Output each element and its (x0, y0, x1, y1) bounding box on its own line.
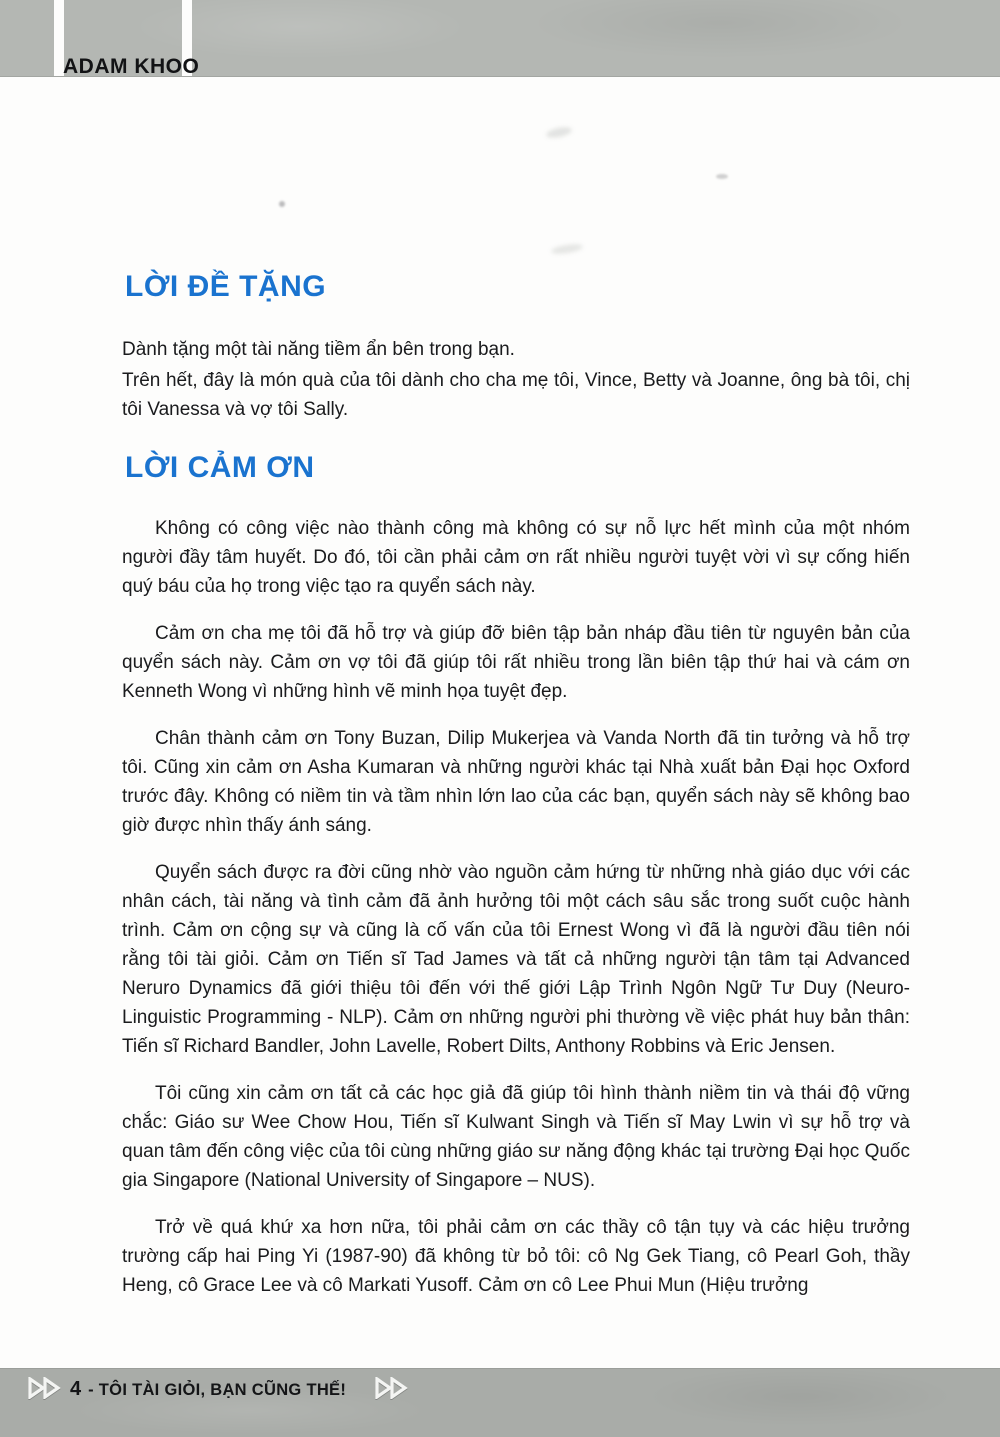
acknowledgement-paragraph: Quyển sách được ra đời cũng nhờ vào nguồn cảm hứng từ những nhà giáo dục với các nhân cách, tài năng và tình cảm đã ảnh hưởng tôi một cách sâu sắc trong suốt cuộc hành trình. Cảm ơn cộng sự và cũng là cố vấn của tôi Ernest Wong vì đã là người đầu tiên nói rằng tôi tài giỏi. Cảm ơn Tiến sĩ Tad James và tất cả những người tận tâm tại Advanced Neruro Dynamics đã giới thiệu tôi đến với thế giới Lập Trình Ngôn Ngữ Tư Duy (Neuro-Linguistic Programming - NLP). Cảm ơn những người phi thường về việc phát huy bản thân: Tiến sĩ Richard Bandler, John Lavelle, Robert Dilts, Anthony Robbins và Eric Jensen. (122, 862, 910, 1057)
acknowledgement-paragraph: Không có công việc nào thành công mà không có sự nỗ lực hết mình của một nhóm người đầy tâm huyết. Do đó, tôi cần phải cảm ơn rất nhiều người tuyệt vời vì sự cống hiến quý báu của họ trong việc tạo ra quyển sách này. (122, 518, 910, 597)
double-arrow-icon (375, 1377, 411, 1399)
footer-band (0, 1368, 1000, 1437)
dedication-title: LỜI ĐỀ TẶNG (125, 270, 327, 303)
double-arrow-icon (28, 1377, 64, 1399)
footer-caption (70, 1378, 346, 1401)
acknowledgement-paragraph: Cảm ơn cha mẹ tôi đã hỗ trợ và giúp đỡ biên tập bản nháp đầu tiên từ nguyên bản của quyển sách này. Cảm ơn vợ tôi đã giúp tôi rất nhiều trong lần biên tập thứ hai và cám ơn Kenneth Wong vì những hình vẽ minh họa tuyệt đẹp. (122, 623, 910, 702)
acknowledgement-paragraph: Tôi cũng xin cảm ơn tất cả các học giả đã giúp tôi hình thành niềm tin và thái độ vững chắc: Giáo sư Wee Chow Hou, Tiến sĩ Kulwant Singh và Tiến sĩ May Lwin vì sự hỗ trợ và quan tâm đến công việc của tôi cùng những giáo sư năng động khác tại trường Đại học Quốc gia Singapore (National University of Singapore – NUS). (122, 1083, 910, 1191)
acknowledgement-paragraph: Trở về quá khứ xa hơn nữa, tôi phải cảm ơn các thầy cô tận tụy và các hiệu trưởng trường cấp hai Ping Yi (1987-90) đã không từ bỏ tôi: cô Ng Gek Tiang, cô Pearl Goh, thầy Heng, cô Grace Lee và cô Markati Yusoff. Cảm ơn cô Lee Phui Mun (Hiệu trưởng (122, 1217, 910, 1296)
page-content (122, 0, 910, 1300)
acknowledgements-title: LỜI CẢM ƠN (125, 451, 315, 484)
page-number: 4 (70, 1378, 82, 1400)
dedication-paragraph: Trên hết, đây là món quà của tôi dành cho cha mẹ tôi, Vince, Betty và Joanne, ông bà tôi, chị tôi Vanessa và vợ tôi Sally. (122, 370, 910, 420)
dedication-line: Dành tặng một tài năng tiềm ẩn bên trong bạn. (122, 339, 515, 360)
author-name: ADAM KHOO (63, 55, 200, 78)
acknowledgement-paragraph: Chân thành cảm ơn Tony Buzan, Dilip Mukerjea và Vanda North đã tin tưởng và hỗ trợ tôi. Cũng xin cảm ơn Asha Kumaran và những người khác tại Nhà xuất bản Đại học Oxford trước đây. Không có niềm tin và tầm nhìn lớn lao của các bạn, quyển sách này sẽ không bao giờ được nhìn thấy ánh sáng. (122, 728, 910, 836)
book-title: - TÔI TÀI GIỎI, BẠN CŨNG THẾ! (88, 1381, 347, 1399)
